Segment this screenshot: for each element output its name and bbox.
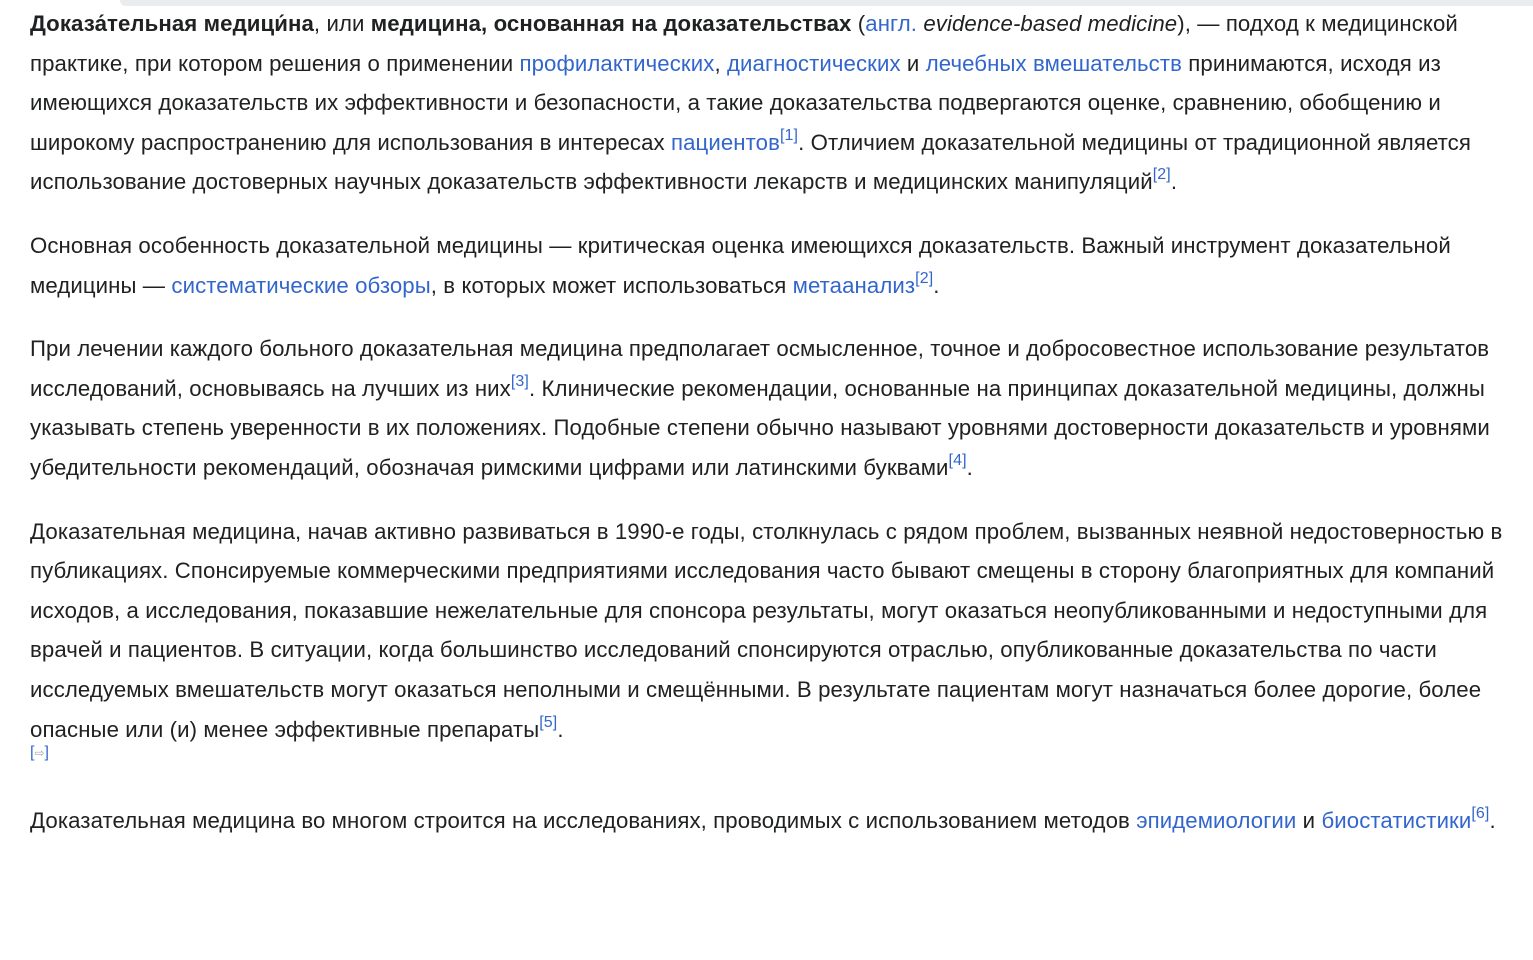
paragraph-2	[30, 226, 1525, 305]
link-biostatistics[interactable]: биостатистики	[1321, 808, 1472, 834]
english-term: evidence-based medicine	[923, 11, 1178, 36]
link-patients[interactable]: пациентов	[671, 129, 780, 155]
paragraph-5	[30, 801, 1525, 841]
article-content	[30, 4, 1525, 841]
ref-6[interactable]: [6]	[1471, 805, 1490, 823]
ref-2[interactable]: [2]	[1152, 166, 1171, 184]
arrow-right-icon: ⇨	[34, 746, 45, 761]
paragraph-3	[30, 329, 1525, 487]
text: .	[1489, 808, 1496, 834]
text: , в которых может использоваться	[430, 272, 793, 298]
text: .	[933, 272, 940, 298]
link-treatment[interactable]: лечебных вмешательств	[925, 50, 1183, 76]
text: .	[966, 454, 973, 480]
term-bold: Доказа́тельная медици́на	[30, 11, 314, 36]
text: Доказательная медицина во многом строится на исследованиях, проводимых с использованием методов	[30, 808, 1137, 834]
link-meta-analysis[interactable]: метаанализ	[792, 272, 916, 298]
link-diagnostic[interactable]: диагностических	[726, 50, 901, 76]
bracket-close: ]	[44, 744, 49, 762]
ref-3[interactable]: [3]	[510, 372, 529, 390]
paragraph-4	[30, 512, 1525, 750]
ref-2[interactable]: [2]	[915, 269, 934, 287]
text: (	[851, 11, 866, 36]
text: и	[1296, 808, 1322, 834]
lang-link[interactable]: англ.	[865, 11, 918, 36]
text: ,	[714, 50, 727, 76]
text: Доказательная медицина, начав активно развиваться в 1990-е годы, столкнулась с рядом проблем, вызванных неявной недостоверностью в публикациях. Спонсируемые коммерческими предприятиями исследования часто бывают смещены в сторону благоприятных для компаний исходов, а исследования, показавшие нежелательные для спонсора результаты, могут оказаться неопубликованными и недоступными для врачей и пациентов. В ситуации, когда большинство исследований спонсируются отраслью, опубликованные доказательства по части исследуемых вмешательств могут оказаться неполными и смещёнными. В результате пациентам могут назначаться более дорогие, более опасные или (и) менее эффективные препараты	[30, 518, 1503, 742]
link-epidemiology[interactable]: эпидемиологии	[1136, 808, 1297, 834]
text: ), — подход к медицинской практике, при котором решения о применении	[30, 11, 1458, 76]
text: При лечении каждого больного доказательная медицина предполагает осмысленное, точное и добросовестное использование результатов исследований, основываясь на лучших из них	[30, 336, 1490, 401]
text: принимаются, исходя из имеющихся доказательств их эффективности и безопасности, а такие доказательства подвергаются оценке, сравнению, обобщению и широкому распространению для использования в интересах	[30, 50, 1441, 155]
alt-term-bold: медицина, основанная на доказательствах	[370, 11, 852, 36]
ref-4[interactable]: [4]	[948, 452, 967, 470]
bracket-open: [	[30, 744, 35, 762]
text: . Клинические рекомендации, основанные на принципах доказательной медицины, должны указывать степень уверенности в их положениях. Подобные степени обычно называют уровнями достоверности доказательств и уровнями убедительности рекомендаций, обозначая римскими цифрами или латинскими буквами	[30, 375, 1490, 480]
text: и	[900, 50, 926, 76]
text: .	[1170, 169, 1178, 195]
ref-1[interactable]: [1]	[780, 126, 799, 144]
text: . Отличием доказательной медицины от традиционной является использование достоверных научных доказательств эффективности лекарств и медицинских манипуляций	[30, 129, 1471, 195]
text: , или	[313, 11, 371, 36]
ref-5[interactable]: [5]	[539, 713, 558, 731]
paragraph-1	[30, 4, 1525, 202]
text: Основная особенность доказательной медицины — критическая оценка имеющихся доказательств. Важный инструмент доказательной медицины —	[30, 232, 1451, 298]
link-systematic-reviews[interactable]: систематические обзоры	[171, 272, 431, 298]
link-prophylactic[interactable]: профилактических	[519, 50, 715, 76]
text: .	[557, 716, 564, 742]
